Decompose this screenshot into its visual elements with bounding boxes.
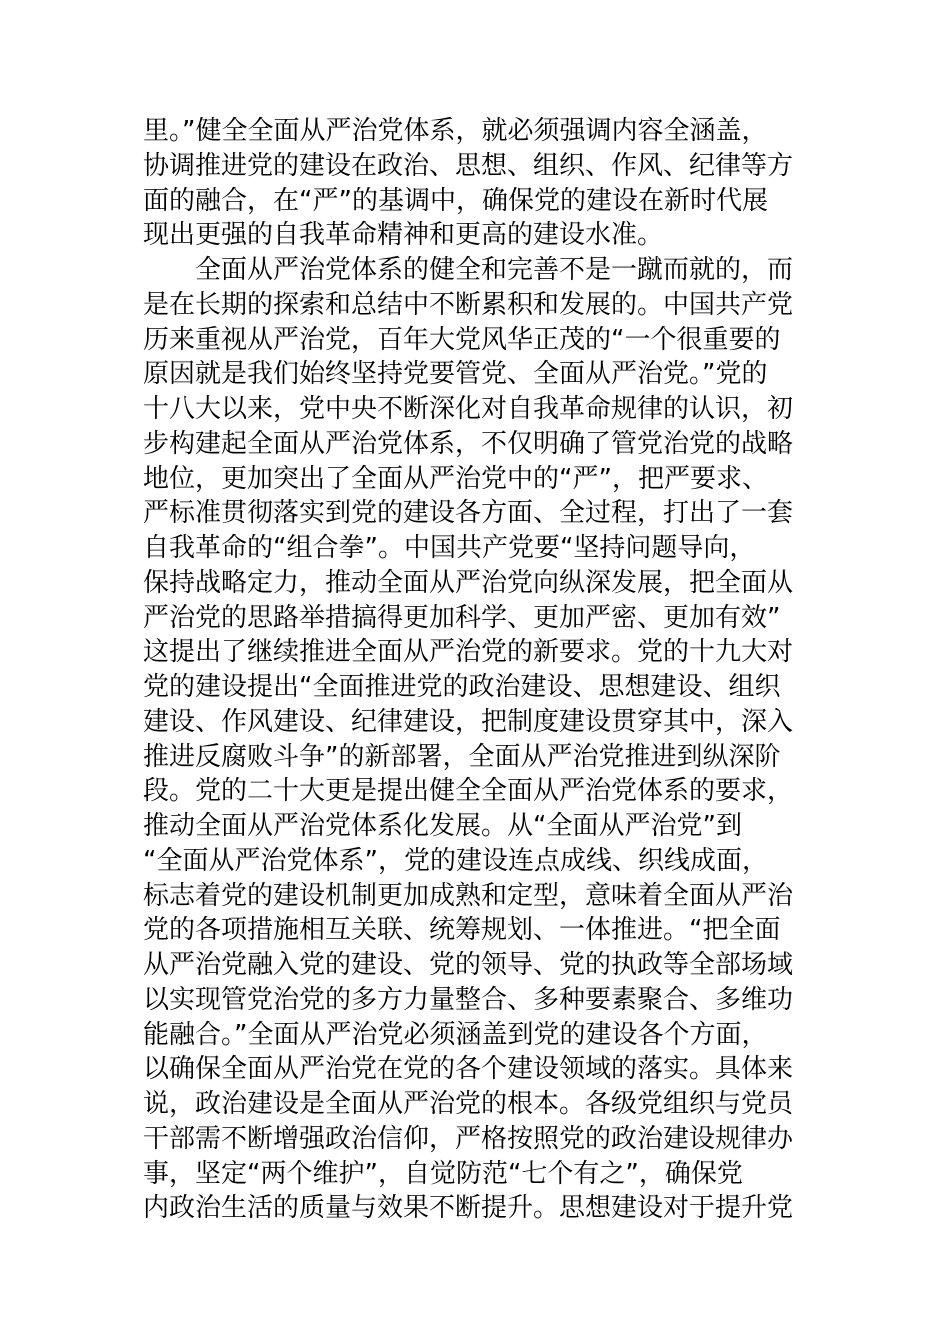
text-line: 事，坚定“两个维护”，自觉防范“七个有之”，确保党 [143, 1158, 743, 1189]
text-line: 原因就是我们始终坚持党要管党、全面从严治党。”党的 [143, 359, 768, 390]
text-line: 推进反腐败斗争”的新部署，全面从严治党推进到纵深阶 [143, 741, 781, 772]
text-line: 全面从严治党体系的健全和完善不是一蹴而就的，而 [143, 255, 794, 285]
text-line: 地位，更加突出了全面从严治党中的“严”，把严要求、 [143, 463, 768, 494]
text-line: 里。”健全全面从严治党体系，就必须强调内容全涵盖， [143, 116, 768, 146]
text-line: 建设、作风建设、纪律建设，把制度建设贯穿其中，深入 [143, 706, 794, 737]
text-line: 党的建设提出“全面推进党的政治建设、思想建设、组织 [143, 672, 781, 702]
text-line: 协调推进党的建设在政治、思想、组织、作风、纪律等方 [143, 150, 794, 181]
text-line: 严标准贯彻落实到党的建设各方面、全过程，打出了一套 [143, 498, 794, 529]
text-line: 步构建起全面从严治党体系，不仅明确了管党治党的战略 [143, 428, 794, 459]
text-line: 历来重视从严治党，百年大党风华正茂的“一个很重要的 [143, 324, 781, 355]
text-line: “全面从严治党体系”，党的建设连点成线、织线成面， [143, 845, 768, 876]
text-line: 段。党的二十大更是提出健全全面从严治党体系的要求， [143, 776, 794, 807]
body-text [143, 114, 807, 1226]
text-line: 以实现管党治党的多方力量整合、多种要素聚合、多维功 [143, 984, 794, 1015]
text-line: 十八大以来，党中央不断深化对自我革命规律的认识，初 [143, 394, 794, 424]
text-line: 现出更强的自我革命精神和更高的建设水准。 [143, 220, 664, 251]
text-line: 保持战略定力，推动全面从严治党向纵深发展，把全面从 [143, 567, 794, 598]
text-line: 是在长期的探索和总结中不断累积和发展的。中国共产党 [143, 289, 794, 320]
text-line: 以确保全面从严治党在党的各个建设领域的落实。具体来 [143, 1054, 794, 1085]
text-line: 面的融合，在“严”的基调中，确保党的建设在新时代展 [143, 185, 768, 216]
text-line: 内政治生活的质量与效果不断提升。思想建设对于提升党 [143, 1193, 794, 1224]
text-line: 党的各项措施相互关联、统筹规划、一体推进。“把全面 [143, 915, 781, 946]
text-line: 能融合。”全面从严治党必须涵盖到党的建设各个方面， [143, 1019, 768, 1050]
text-line: 推动全面从严治党体系化发展。从“全面从严治党”到 [143, 811, 742, 841]
text-line: 从严治党融入党的建设、党的领导、党的执政等全部场域 [143, 950, 794, 980]
text-line: 干部需不断增强政治信仰，严格按照党的政治建设规律办 [143, 1123, 794, 1154]
text-line: 说，政治建设是全面从严治党的根本。各级党组织与党员 [143, 1089, 794, 1119]
text-line: 自我革命的“组合拳”。中国共产党要“坚持问题导向， [143, 533, 756, 563]
text-line: 这提出了继续推进全面从严治党的新要求。党的十九大对 [143, 637, 794, 668]
text-line: 标志着党的建设机制更加成熟和定型，意味着全面从严治 [143, 880, 794, 911]
text-line: 严治党的思路举措搞得更加科学、更加严密、更加有效” [143, 602, 781, 633]
